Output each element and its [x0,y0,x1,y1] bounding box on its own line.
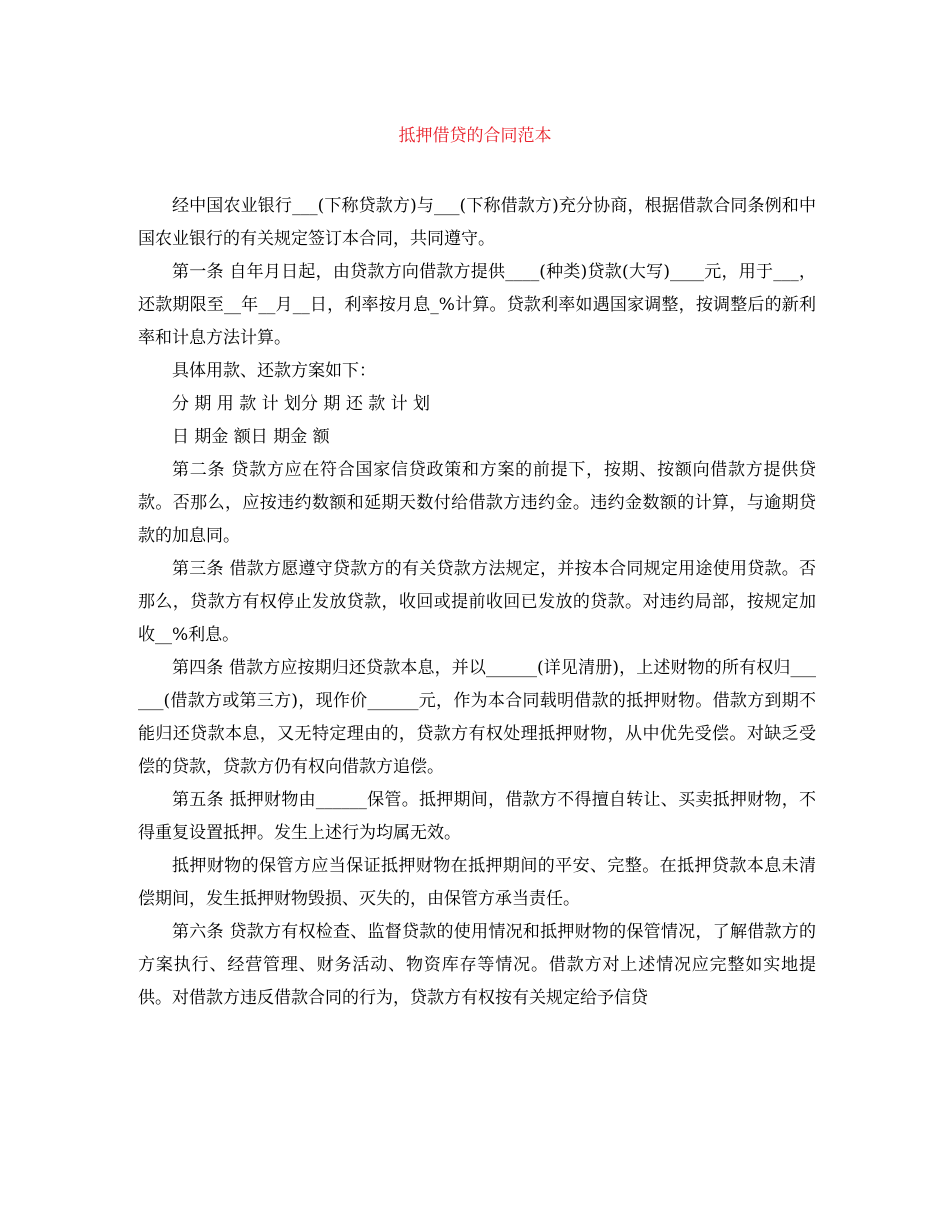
paragraph-plan-header: 分 期 用 款 计 划分 期 还 款 计 划 [172,394,431,414]
paragraph-article-5: 第五条 抵押财物由______保管。抵押期间，借款方不得擅自转让、买卖抵押财物，不得重复设置抵押。发生上述行为均属无效。 [138,790,816,843]
paragraph-plan-intro: 具体用款、还款方案如下： [172,361,376,381]
document-title: 抵押借贷的合同范本 [398,126,552,146]
document-body [138,190,816,1015]
paragraph-article-6: 第六条 贷款方有权检查、监督贷款的使用情况和抵押财物的保管情况，了解借款方的方案执行、经营管理、财务活动、物资库存等情况。借款方对上述情况应完整如实地提供。对借款方违反借款合同的行为，贷款方有权按有关规定给予信贷 [138,922,816,1008]
paragraph-article-3: 第三条 借款方愿遵守贷款方的有关贷款方法规定，并按本合同规定用途使用贷款。否那么，贷款方有权停止发放贷款，收回或提前收回已发放的贷款。对违约局部，按规定加收__%利息。 [138,559,816,645]
paragraph-article-4: 第四条 借款方应按期归还贷款本息，并以______(详见清册)，上述财物的所有权归______(借款方或第三方)，现作价______元，作为本合同载明借款的抵押财物。借款方到期不能归还贷款本息，又无特定理由的，贷款方有权处理抵押财物，从中优先受偿。对缺乏受偿的贷款，贷款方仍有权向借款方追偿。 [138,658,816,777]
paragraph-article-2: 第二条 贷款方应在符合国家信贷政策和方案的前提下，按期、按额向借款方提供贷款。否那么，应按违约数额和延期天数付给借款方违约金。违约金数额的计算，与逾期贷款的加息同。 [138,460,816,546]
paragraph-preamble: 经中国农业银行___(下称贷款方)与___(下称借款方)充分协商，根据借款合同条例和中国农业银行的有关规定签订本合同，共同遵守。 [138,196,816,249]
paragraph-custody: 抵押财物的保管方应当保证抵押财物在抵押期间的平安、完整。在抵押贷款本息未清偿期间，发生抵押财物毁损、灭失的，由保管方承当责任。 [138,856,816,909]
paragraph-plan-columns: 日 期金 额日 期金 额 [172,427,330,447]
paragraph-article-1: 第一条 自年月日起，由贷款方向借款方提供____(种类)贷款(大写)____元，用于___，还款期限至__年__月__日，利率按月息_%计算。贷款利率如遇国家调整，按调整后的新利率和计息方法计算。 [138,262,816,348]
